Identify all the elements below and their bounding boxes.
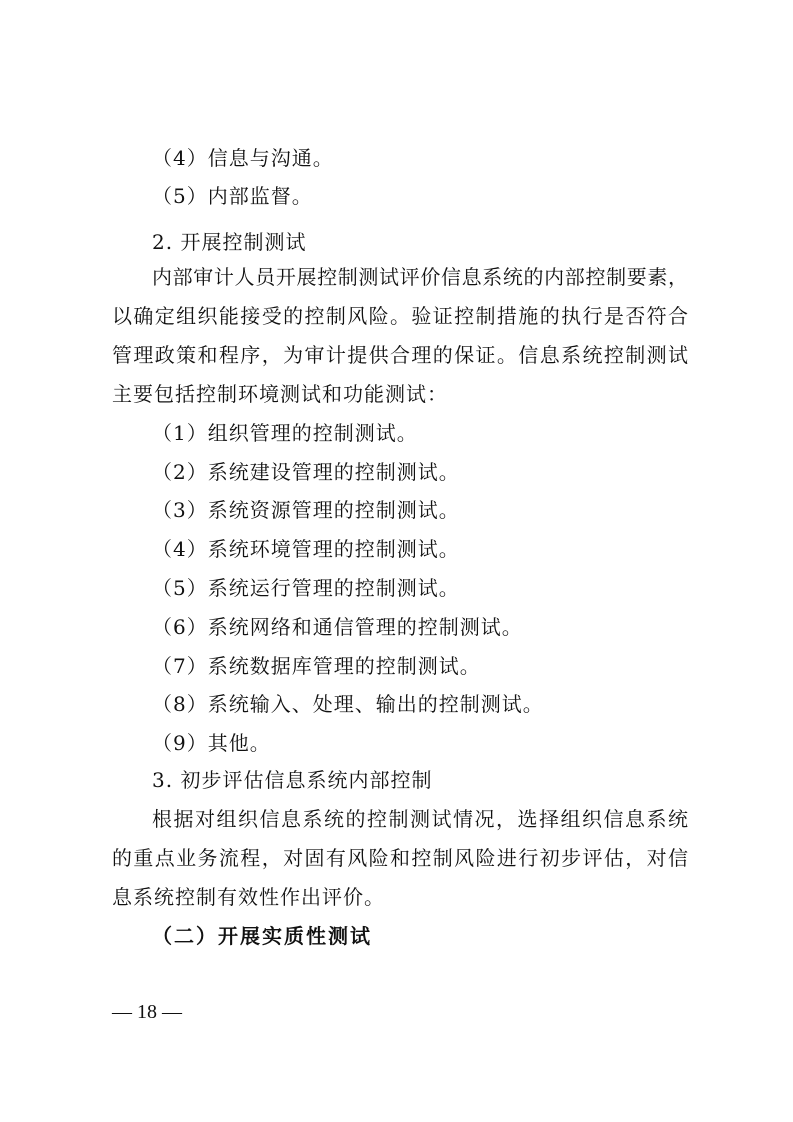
list-item: （9）其他。 [152,731,271,755]
list-item-internal-supervision: （5）内部监督。 [152,184,313,208]
list-item-information-communication: （4）信息与沟通。 [152,146,334,170]
section-heading-substantive-testing: （二）开展实质性测试 [152,924,372,948]
paragraph-line: 主要包括控制环境测试和功能测试： [112,382,448,406]
list-item: （5）系统运行管理的控制测试。 [152,576,460,600]
paragraph-line: 息系统控制有效性作出评价。 [112,885,385,909]
page-number: — 18 — [112,1001,182,1023]
list-item: （4）系统环境管理的控制测试。 [152,537,460,561]
list-item: （1）组织管理的控制测试。 [152,421,418,445]
paragraph-line: 管理政策和程序，为审计提供合理的保证。信息系统控制测试 [112,343,688,367]
list-item: （6）系统网络和通信管理的控制测试。 [152,615,523,639]
list-item: （3）系统资源管理的控制测试。 [152,498,460,522]
section-heading-control-testing: 2. 开展控制测试 [152,230,307,254]
paragraph-line: 以确定组织能接受的控制风险。验证控制措施的执行是否符合 [112,304,688,328]
list-item: （2）系统建设管理的控制测试。 [152,460,460,484]
section-heading-preliminary-assessment: 3. 初步评估信息系统内部控制 [152,768,433,792]
paragraph-line: 内部审计人员开展控制测试评价信息系统的内部控制要素， [152,265,688,289]
list-item: （8）系统输入、处理、输出的控制测试。 [152,692,544,716]
paragraph-line: 的重点业务流程，对固有风险和控制风险进行初步评估，对信 [112,846,688,870]
list-item: （7）系统数据库管理的控制测试。 [152,654,481,678]
paragraph-line: 根据对组织信息系统的控制测试情况，选择组织信息系统 [152,807,688,831]
